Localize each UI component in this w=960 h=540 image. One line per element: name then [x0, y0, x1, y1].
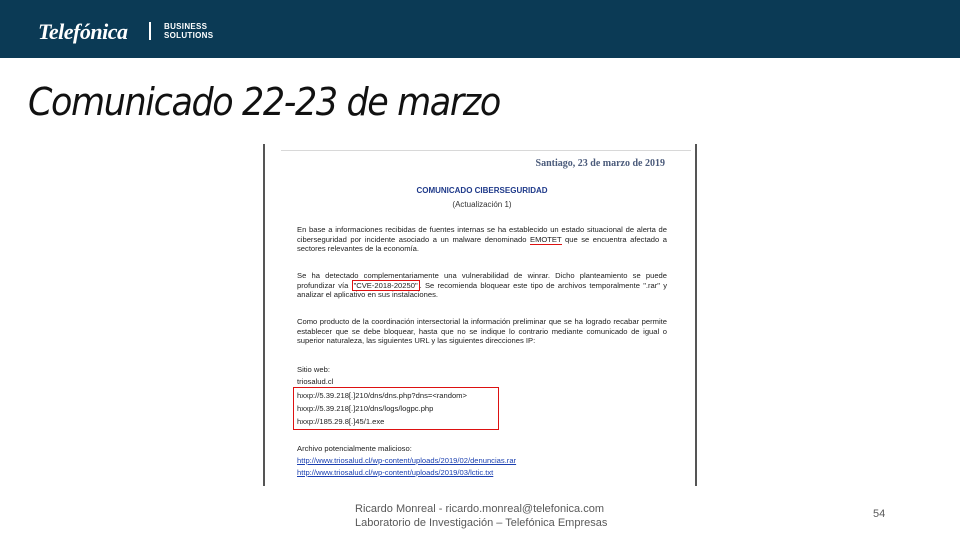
header-bar	[0, 0, 960, 58]
emotet-highlight: EMOTET	[530, 234, 562, 244]
archive-label: Archivo potencialmente malicioso:	[297, 444, 412, 453]
cve-highlight: "CVE-2018-20250"	[353, 280, 418, 290]
logo-divider	[149, 22, 151, 40]
paragraph-emotet: En base a informaciones recibidas de fuentes internas se ha establecido un estado situacional de alerta de ciberseguridad por incidente asociado a un malware denominado EMOTET que se encuentra afectado a sectores relevantes de la economía.	[297, 225, 667, 254]
slide-title: Comunicado 22-23 de marzo	[28, 80, 500, 124]
malicious-url: hxxp://5.39.218[.]210/dns/dns.php?dns=<random>	[297, 391, 467, 400]
site-label: Sitio web:	[297, 365, 330, 374]
business-solutions-label	[164, 22, 213, 40]
site-url: triosalud.cl	[297, 377, 334, 386]
footer-author: Ricardo Monreal - ricardo.monreal@telefonica.com	[355, 503, 604, 515]
document-subheading: (Actualización 1)	[452, 200, 512, 209]
page-number: 54	[873, 508, 886, 520]
malicious-file-link: http://www.triosalud.cl/wp-content/uploads/2019/03/lctic.txt	[297, 468, 494, 477]
malicious-url: hxxp://185.29.8[.]45/1.exe	[297, 417, 385, 426]
footer-lab: Laboratorio de Investigación – Telefónica Empresas	[355, 517, 608, 529]
document-image	[263, 144, 697, 486]
malicious-url: hxxp://5.39.218[.]210/dns/logs/logpc.php	[297, 404, 434, 413]
footer-credits	[355, 502, 607, 530]
document-top-rule	[281, 150, 691, 151]
solutions-label: SOLUTIONS	[164, 31, 214, 40]
malicious-file-link: http://www.triosalud.cl/wp-content/uploads/2019/02/denuncias.rar	[297, 456, 517, 465]
telefonica-logo: Telefónica	[38, 19, 128, 44]
document-heading: COMUNICADO CIBERSEGURIDAD	[416, 186, 548, 195]
paragraph-coordination: Como producto de la coordinación intersectorial la información preliminar que se ha logrado recabar permite establecer que se debe bloquear, hasta que no se indique lo contrario mediante comunicado de igual o superior naturaleza, las siguientes URL y las siguientes direcciones IP:	[297, 317, 667, 346]
paragraph-winrar: Se ha detectado complementariamente una vulnerabilidad de winrar. Dicho planteamiento se puede profundizar vía "CVE-2018-20250" . Se recomienda bloquear este tipo de archivos temporalmente ".rar" y analizar el aplicativo en sus instalaciones.	[297, 271, 667, 300]
document-date: Santiago, 23 de marzo de 2019	[535, 158, 665, 169]
business-label: BUSINESS	[164, 22, 208, 31]
